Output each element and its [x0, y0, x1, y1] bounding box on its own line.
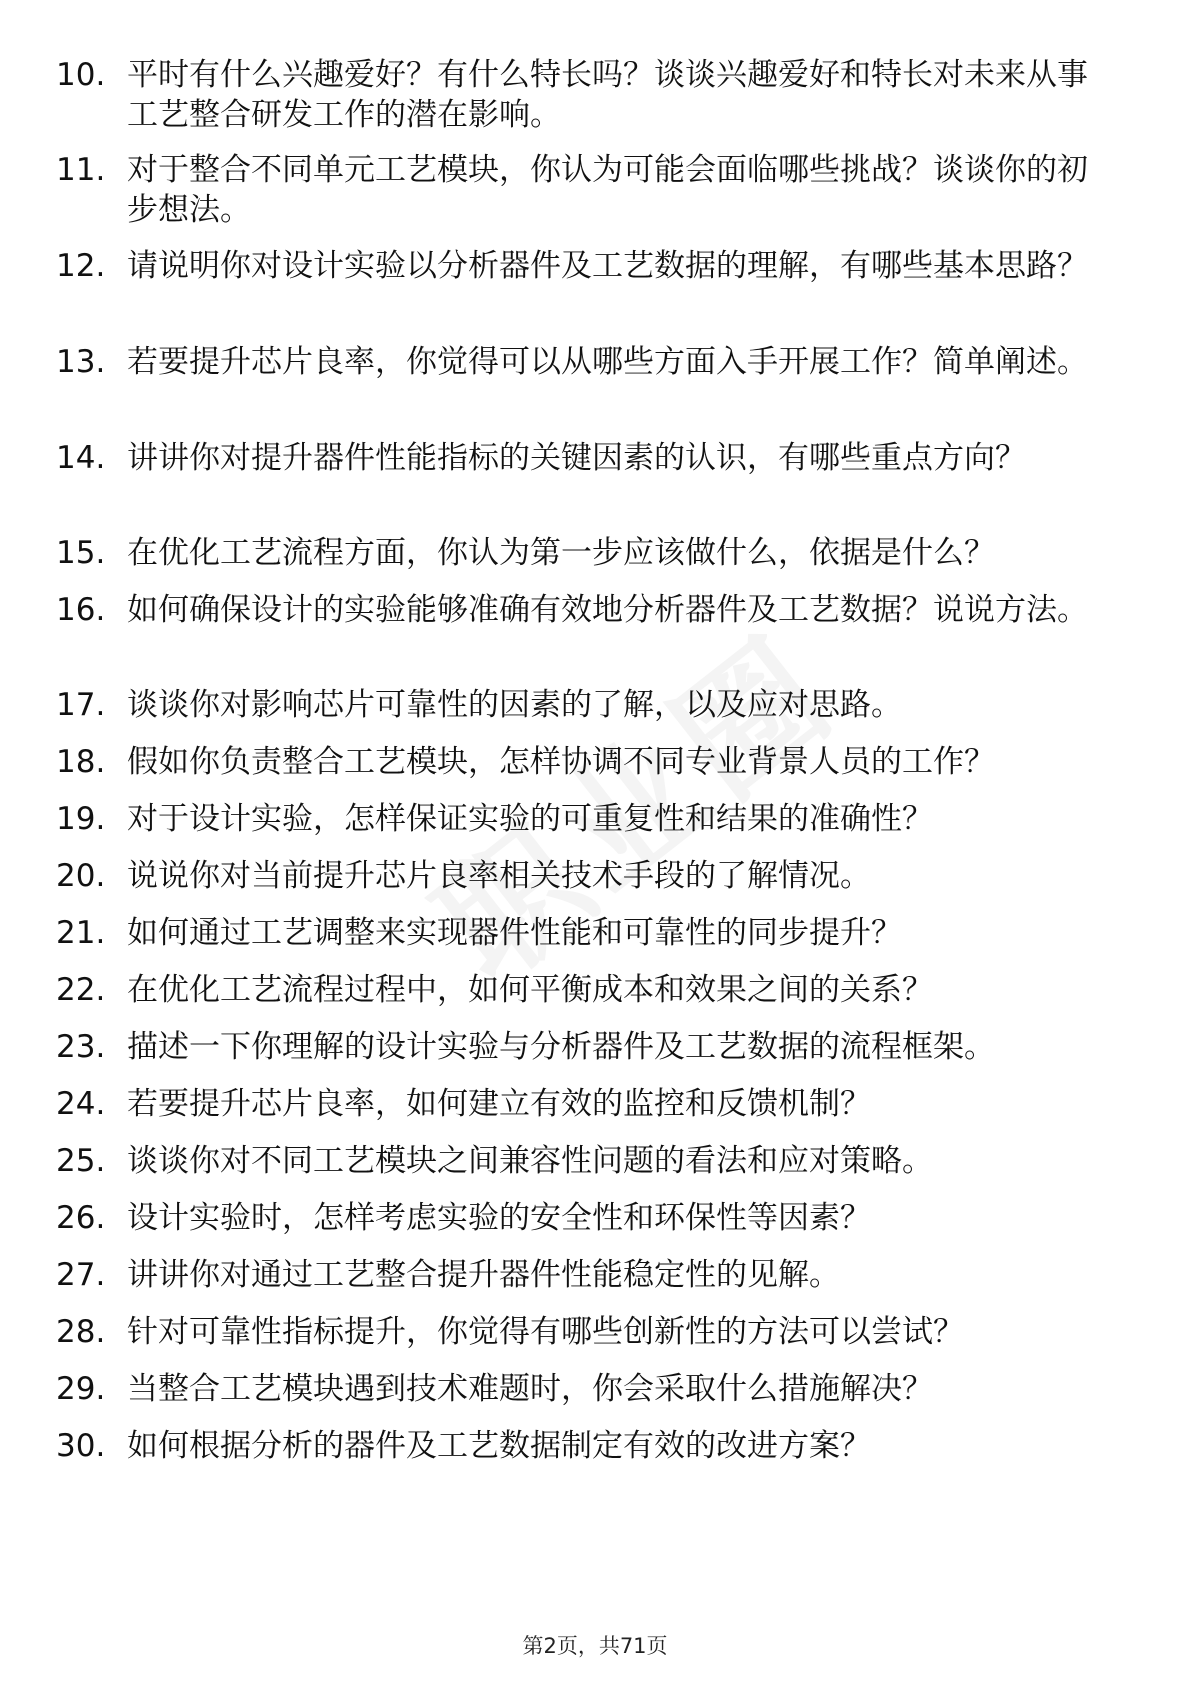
question-number: 29. [56, 1371, 106, 1407]
question-text: 在优化工艺流程过程中，如何平衡成本和效果之间的关系？ [127, 972, 933, 1008]
question-text: 讲讲你对提升器件性能指标的关键因素的认识，有哪些重点方向？ [127, 440, 1026, 476]
question-text: 平时有什么兴趣爱好？有什么特长吗？谈谈兴趣爱好和特长对未来从事工艺整合研发工作的潜在影响。 [127, 57, 1088, 133]
question-number: 13. [56, 344, 106, 380]
question-text: 若要提升芯片良率，如何建立有效的监控和反馈机制？ [127, 1086, 871, 1122]
question-number: 16. [56, 592, 106, 628]
question-text: 如何根据分析的器件及工艺数据制定有效的改进方案？ [127, 1428, 871, 1464]
question-text: 针对可靠性指标提升，你觉得有哪些创新性的方法可以尝试？ [127, 1314, 964, 1350]
question-number: 25. [56, 1143, 106, 1179]
page-footer: 第2页，共71页 [522, 1634, 668, 1658]
question-number: 27. [56, 1257, 106, 1293]
question-number: 12. [56, 248, 106, 284]
question-number: 15. [56, 535, 106, 571]
question-number: 22. [56, 972, 106, 1008]
question-text: 描述一下你理解的设计实验与分析器件及工艺数据的流程框架。 [127, 1029, 995, 1065]
question-text: 当整合工艺模块遇到技术难题时，你会采取什么措施解决？ [127, 1371, 933, 1407]
question-number: 17. [56, 687, 106, 723]
question-text: 如何通过工艺调整来实现器件性能和可靠性的同步提升？ [127, 915, 902, 951]
question-number: 26. [56, 1200, 106, 1236]
question-text: 在优化工艺流程方面，你认为第一步应该做什么，依据是什么？ [127, 535, 995, 571]
question-text: 请说明你对设计实验以分析器件及工艺数据的理解，有哪些基本思路？ [127, 248, 1088, 284]
question-text: 谈谈你对不同工艺模块之间兼容性问题的看法和应对策略。 [127, 1143, 933, 1179]
question-text: 谈谈你对影响芯片可靠性的因素的了解，以及应对思路。 [127, 687, 902, 723]
question-text: 若要提升芯片良率，你觉得可以从哪些方面入手开展工作？简单阐述。 [127, 344, 1088, 380]
question-text: 如何确保设计的实验能够准确有效地分析器件及工艺数据？说说方法。 [127, 592, 1088, 628]
question-number: 28. [56, 1314, 106, 1350]
question-number: 11. [56, 152, 106, 188]
question-number: 24. [56, 1086, 106, 1122]
question-text: 说说你对当前提升芯片良率相关技术手段的了解情况。 [127, 858, 871, 894]
question-number: 20. [56, 858, 106, 894]
question-number: 18. [56, 744, 106, 780]
question-number: 14. [56, 440, 106, 476]
question-number: 23. [56, 1029, 106, 1065]
question-number: 19. [56, 801, 106, 837]
question-text: 对于整合不同单元工艺模块，你认为可能会面临哪些挑战？谈谈你的初步想法。 [127, 152, 1088, 228]
question-text: 设计实验时，怎样考虑实验的安全性和环保性等因素？ [127, 1200, 871, 1236]
question-text: 假如你负责整合工艺模块，怎样协调不同专业背景人员的工作？ [127, 744, 995, 780]
question-number: 10. [56, 57, 106, 93]
question-text: 对于设计实验，怎样保证实验的可重复性和结果的准确性？ [127, 801, 933, 837]
question-number: 30. [56, 1428, 106, 1464]
question-text: 讲讲你对通过工艺整合提升器件性能稳定性的见解。 [127, 1257, 840, 1293]
question-number: 21. [56, 915, 106, 951]
